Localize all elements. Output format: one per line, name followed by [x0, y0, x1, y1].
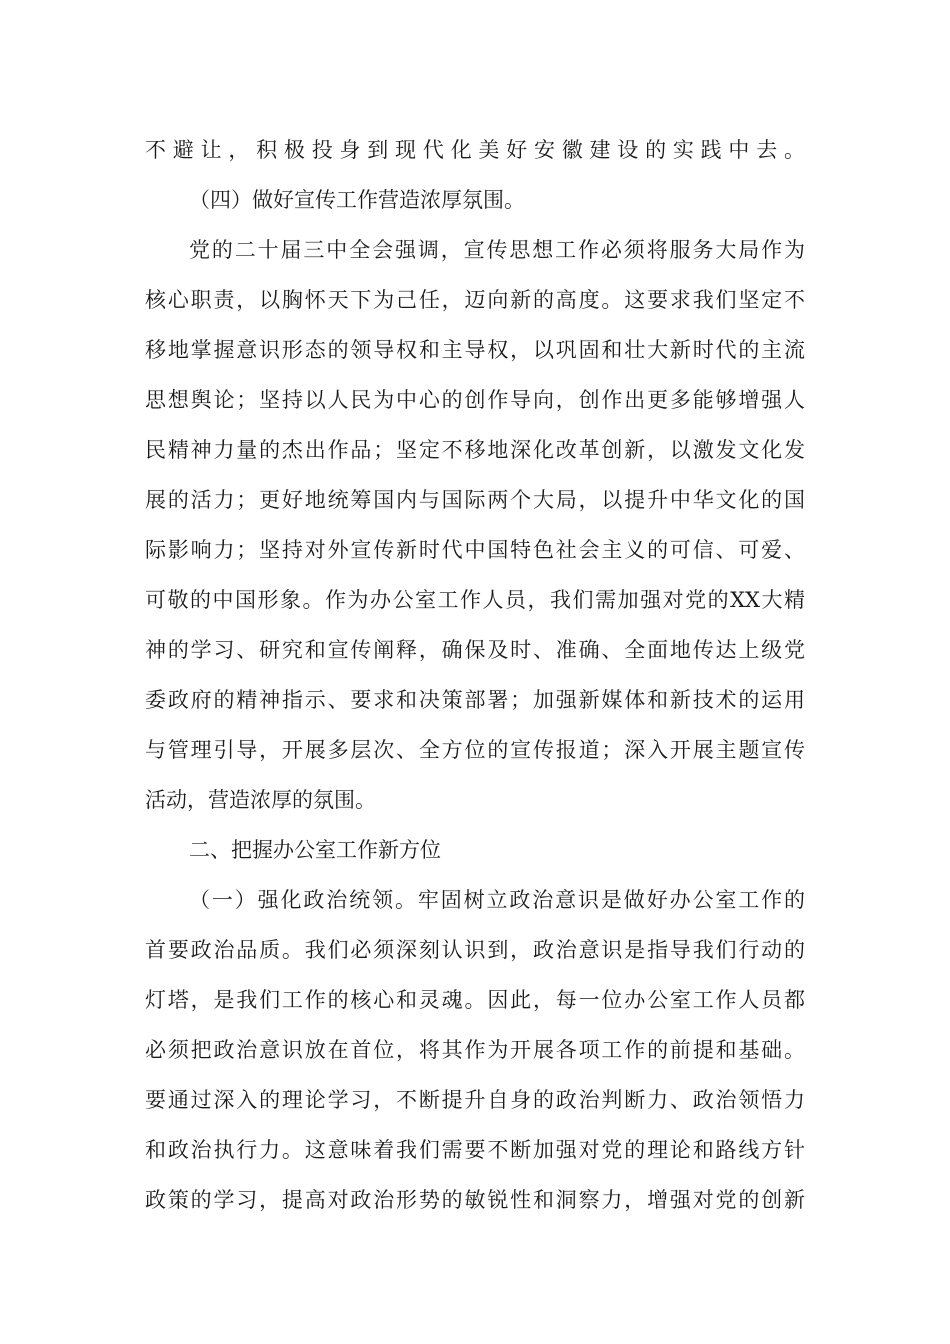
body-text-line: 委政府的精神指示、要求和决策部署；加强新媒体和新技术的运用: [145, 688, 805, 712]
body-text-line: 核心职责，以胸怀天下为己任，迈向新的高度。这要求我们坚定不: [145, 288, 805, 312]
body-text-line: 要通过深入的理论学习，不断提升自身的政治判断力、政治领悟力: [145, 1088, 805, 1112]
body-text-line: 神的学习、研究和宣传阐释，确保及时、准确、全面地传达上级党: [145, 638, 805, 662]
body-text-line: 灯塔，是我们工作的核心和灵魂。因此，每一位办公室工作人员都: [145, 988, 805, 1012]
body-text-line: 首要政治品质。我们必须深刻认识到，政治意识是指导我们行动的: [145, 938, 805, 962]
section-heading-1: （一）强化政治统领。牢固树立政治意识是做好办公室工作的: [189, 888, 805, 912]
body-text-line: 和政治执行力。这意味着我们需要不断加强对党的理论和路线方针: [145, 1138, 805, 1162]
body-text-line: 与管理引导，开展多层次、全方位的宣传报道；深入开展主题宣传: [145, 738, 805, 762]
body-text-line: 不避让，积极投身到现代化美好安徽建设的实践中去。: [145, 138, 805, 162]
body-text-line: 活动，营造浓厚的氛围。: [145, 788, 376, 812]
body-text-line: 党的二十届三中全会强调，宣传思想工作必须将服务大局作为: [189, 238, 805, 262]
body-text-line: 际影响力；坚持对外宣传新时代中国特色社会主义的可信、可爱、: [145, 538, 805, 562]
body-text-line: 展的活力；更好地统筹国内与国际两个大局，以提升中华文化的国: [145, 488, 805, 512]
section-heading-4: （四）做好宣传工作营造浓厚氛围。: [189, 188, 525, 212]
body-text-line: 政策的学习，提高对政治形势的敏锐性和洞察力，增强对党的创新: [145, 1188, 805, 1212]
body-text-line: 移地掌握意识形态的领导权和主导权，以巩固和壮大新时代的主流: [145, 338, 805, 362]
body-text-line: 思想舆论；坚持以人民为中心的创作导向，创作出更多能够增强人: [145, 388, 805, 412]
body-text-line: 必须把政治意识放在首位，将其作为开展各项工作的前提和基础。: [145, 1038, 805, 1062]
body-text-line: 民精神力量的杰出作品；坚定不移地深化改革创新，以激发文化发: [145, 438, 805, 462]
chapter-heading-2: 二、把握办公室工作新方位: [189, 838, 441, 862]
body-text-line: 可敬的中国形象。作为办公室工作人员，我们需加强对党的XX大精: [145, 588, 805, 612]
